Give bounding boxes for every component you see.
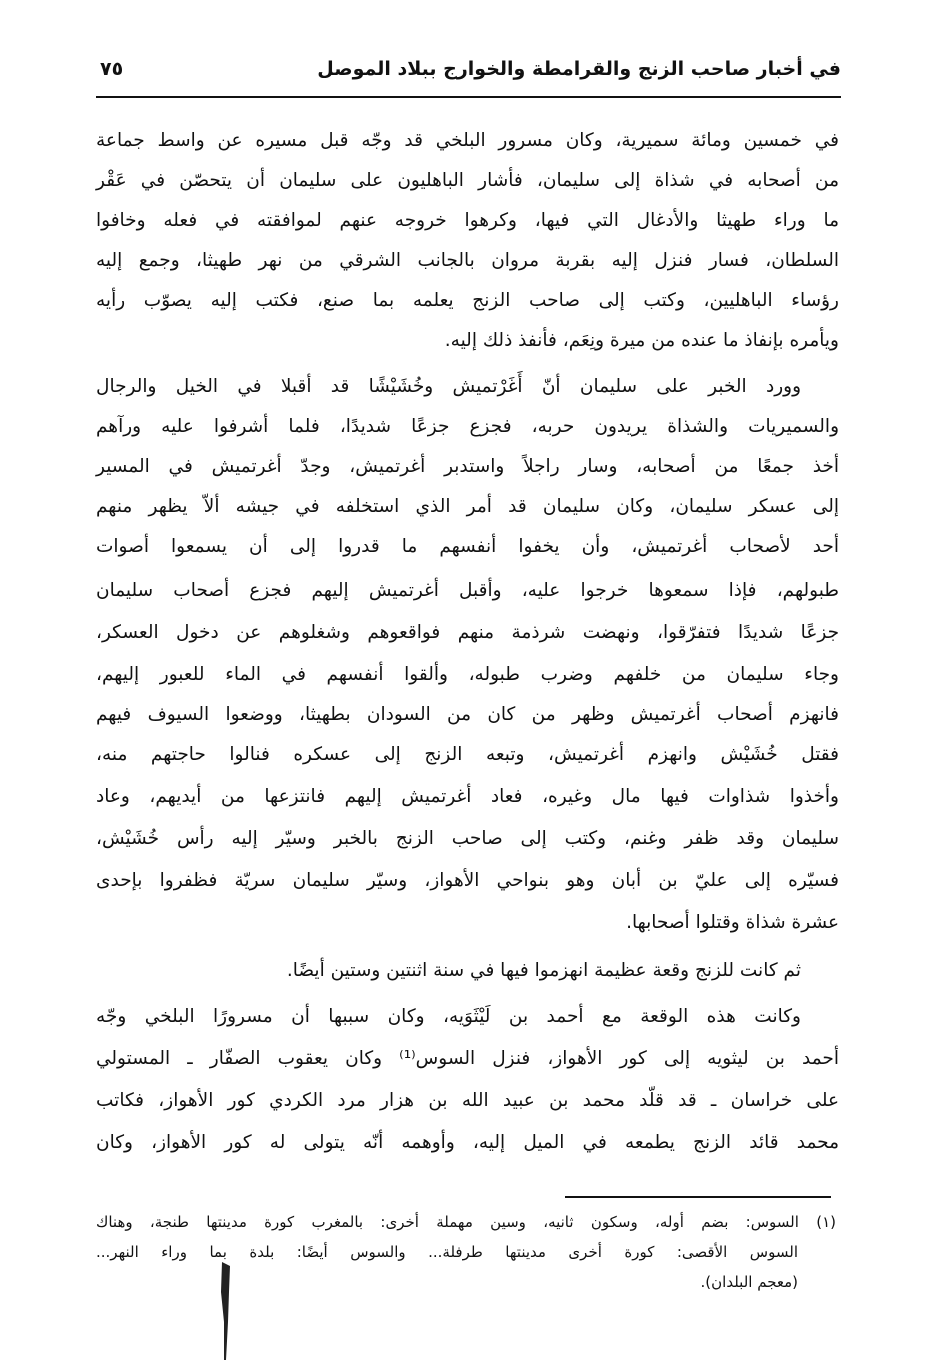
- text-line: وورد الخبر على سليمان أنّ أَغَرْتميش وخُشَيْشًا قد أقبلا في الخيل والرجال: [96, 376, 801, 397]
- text-line: إلى عسكر سليمان، وكان سليمان قد أمر الذي استخلفه في جيشه ألاّ يظهر منهم: [96, 496, 839, 517]
- text-line: فقتل خُشَيْش وانهزم أغرتميش، وتبعه الزنج إلى عسكره فنالوا حاجتهم منه،: [96, 744, 839, 765]
- text-line: أحمد بن ليثويه إلى كور الأهواز، فنزل السوس⁽¹⁾ وكان يعقوب الصفّار ـ المستولي: [96, 1048, 840, 1069]
- text-line: السلطان، فسار فنزل إليه بقربة مروان بالجانب الشرقي من نهر طهيثا، وجمع إليه: [96, 250, 839, 271]
- page-number: ٧٥: [100, 58, 124, 80]
- text-line: فسيّره إلى عليّ بن أبان وهو بنواحي الأهواز، وسيّر سليمان سريّة فظفروا بإحدى: [96, 870, 839, 891]
- text-line: وجاء سليمان من خلفهم وضرب طبوله، وألقوا أنفسهم في الماء للعبور إليهم،: [96, 664, 839, 685]
- text-line: وأخذوا شذاوات فيها مال وغيره، فعاد أغرتميش إليهم فانتزعها من أيديهم، وعاد: [96, 786, 839, 807]
- text-line: ما وراء طهيثا والأدغال التي فيها، وكرهوا خروجه عنهم لموافقته في فعله وخافوا: [96, 210, 839, 231]
- text-line: سليمان وقد ظفر وغنم، وكتب إلى صاحب الزنج بالخبر وسيّر إليه رأس خُشَيْش،: [96, 828, 839, 849]
- text-line: على خراسان ـ قد قلّد محمد بن عبيد الله بن هزار مرد الكردي كور الأهواز، فكاتب: [96, 1090, 839, 1111]
- text-line: عشرة شذاة وقتلوا أصحابها.: [626, 912, 839, 933]
- text-line: جزعًا شديدًا فتفرّقوا، ونهضت شرذمة منهم فواقعوهم وشغلوهم عن دخول العسكر،: [96, 622, 839, 643]
- footnote-divider: [565, 1196, 831, 1198]
- text-line: والسميريات والشذاة يريدون حربه، فجزع جزعًا شديدًا، فلما أشرفوا عليه ورآهم: [96, 416, 839, 437]
- scan-ink-mark: [216, 1262, 236, 1360]
- text-line: وكانت هذه الوقعة مع أحمد بن لَيْثَوَيه، وكان سببها أن مسرورًا البلخي وجّه: [96, 1006, 801, 1027]
- text-line: طبولهم، فإذا سمعوها خرجوا عليه، وأقبل أغرتميش إليهم فجزع أصحاب سليمان: [96, 580, 839, 601]
- text-line: في خمسين ومائة سميرية، وكان مسرور البلخي قد وجّه قبل مسيره عن واسط جماعة: [96, 130, 839, 151]
- text-line: ثم كانت للزنج وقعة عظيمة انهزموا فيها في سنة اثنتين وستين أيضًا.: [286, 960, 801, 981]
- footnote-line: (١) السوس: بضم أوله، وسكون ثانيه، وسين مهملة أخرى: بالمغرب كورة مدينتها طنجة، وهناك: [96, 1213, 836, 1231]
- header-divider: [96, 96, 841, 98]
- text-line: فانهزم أصحاب أغرتميش وظهر من كان من السودان بطهيثا، ووضعوا السيوف فيهم: [96, 704, 839, 725]
- text-line: من أصحابه في شذاة إلى سليمان، فأشار الباهليون على سليمان أن يتحصّن في عَقْر: [96, 170, 839, 191]
- text-line: محمد قائد الزنج يطمعه في الميل إليه، وأوهمه أنّه يتولى له كور الأهواز، وكان: [96, 1132, 839, 1153]
- text-line: أخذ جمعًا من أصحابه، وسار راجلاً واستدبر أغرتميش، وجدّ أغرتميش في المسير: [96, 456, 839, 477]
- text-line: ويأمره بإنفاذ ما عنده من ميرة ونِعَم، فأنفذ ذلك إليه.: [444, 330, 839, 351]
- text-line: أحد لأصحاب أغرتميش، وأن يخفوا أنفسهم ما قدروا إلى أن يسمعوا أصوات: [96, 536, 839, 557]
- footnote-line: (معجم البلدان).: [700, 1273, 798, 1291]
- text-line: رؤساء الباهليين، وكتب إلى صاحب الزنج يعلمه بما صنع، فكتب إليه يصوّب رأيه: [96, 290, 839, 311]
- running-header-title: في أخبار صاحب الزنج والقرامطة والخوارج ببلاد الموصل: [317, 58, 841, 80]
- footnote-line: السوس الأقصى: كورة أخرى مدينتها طرفلة... والسوس أيضًا: بلدة بما وراء النهر...: [96, 1243, 798, 1261]
